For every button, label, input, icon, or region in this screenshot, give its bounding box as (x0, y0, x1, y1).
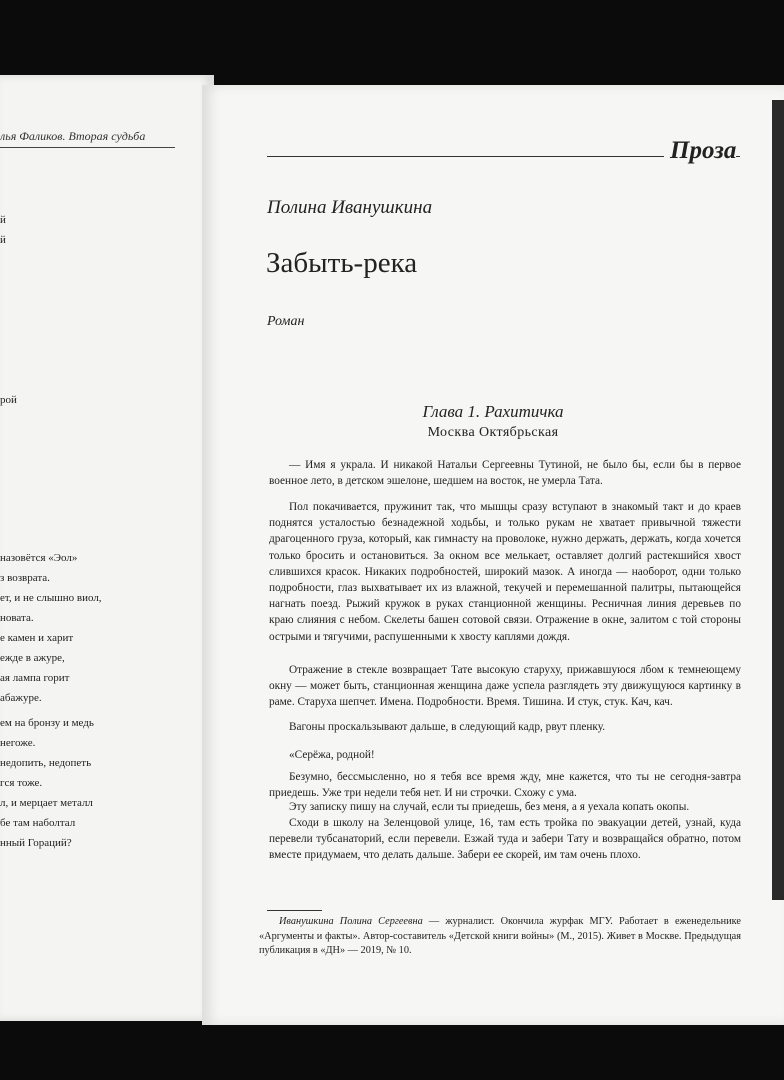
author-name: Полина Иванушкина (267, 197, 433, 218)
poem-line: ая лампа горит (0, 672, 70, 684)
genre-label: Роман (267, 314, 305, 329)
chapter-title: Глава 1. Рахитичка (422, 402, 564, 421)
poem-line: е камен и харит (0, 632, 74, 644)
poem-line: абажуре. (0, 692, 42, 704)
poem-line: бе там наболтал (0, 817, 76, 829)
paragraph: — Имя я украла. И никакой Натальи Сергеевны Тутиной, не было бы, если бы в первое военное лето, в детском эшелоне, шедшем на восток, не умерла Тата. (269, 459, 741, 488)
poem-line: негоже. (0, 737, 36, 749)
left-header-rule (0, 147, 175, 148)
footnote-rule (267, 910, 322, 911)
poem-line: ет, и не слышно виол, (0, 592, 102, 604)
paragraph: Пол покачивается, пружинит так, что мышцы сразу вступают в знакомый такт и до краев поднятся усталостью безнадежной ходьбы, и только рукам не хватает привычной тяжести драгоценного груза, который, как гимнасту на проволоке, нужно держать, держать, когда хочется только бросить и остановиться. За окном все мелькает, оставляет долгий растекшийся хвост слившихся красок. Никаких подробностей, широкий мазок. А иногда — наоборот, одни только подробности, глаз выхватывает их из влажной, текучей и перемешанной палитры, пытающейся нагнать поезд. Рыжий кружок в руках станционной женщины. Ресничная линия деревьев по краю слияния с небом. Скелеты башен сотовой связи. Отражение в окне, залитом с той стороны острыми и тягучими, распушенными к хвосту каплями дождя. (269, 501, 741, 643)
paragraph: Вагоны проскальзывают дальше, в следующий кадр, рвут пленку. (289, 721, 606, 733)
author-footnote (259, 915, 741, 959)
right-page (202, 85, 784, 1025)
poem-line: ежде в ажуре, (0, 652, 65, 664)
poem-line: з возврата. (0, 572, 50, 584)
chapter-subtitle: Москва Октябрьская (427, 425, 559, 440)
poem-line: рой (0, 394, 17, 406)
footnote-text: — журналист. Окончила журфак МГУ. Работает в еженедельнике «Аргументы и факты». Автор-составитель «Детской книги войны» (М., 2015). Живет в Москве. Предыдущая публикация в «ДН» — 2019, № 10. (259, 916, 741, 956)
poem-line: нный Гораций? (0, 837, 72, 849)
left-page (0, 75, 214, 1021)
poem-line: назовётся «Эол» (0, 552, 78, 564)
poem-line: ем на бронзу и медь (0, 717, 94, 729)
paragraph: Эту записку пишу на случай, если ты приедешь, без меня, а я уехала копать окопы. (289, 801, 690, 813)
poem-line: й (0, 214, 6, 226)
paragraph: «Серёжа, родной! (289, 749, 375, 761)
paragraph: Безумно, бессмысленно, но я тебя все время жду, мне кажется, что ты не сегодня-завтра приедешь. Уже три недели тебя нет. И ни строчки. Схожу с ума. (269, 771, 741, 800)
novel-title: Забыть-река (266, 247, 418, 279)
poem-line: й (0, 234, 6, 246)
next-page-edge (772, 100, 784, 900)
paragraph: Сходи в школу на Зеленцовой улице, 16, там есть тройка по эвакуации детей, узнай, куда перевели тубсанаторий, если перевели. Езжай туда и забери Тату и возвращайся обратно, потом вместе придумаем, что делать дальше. Забери ее скорей, им там очень плохо. (269, 817, 741, 862)
poem-line: л, и мерцает металл (0, 797, 93, 809)
poem-line: гся тоже. (0, 777, 43, 789)
poem-line: недопить, недопеть (0, 757, 92, 769)
poem-line: новата. (0, 612, 34, 624)
paragraph: Отражение в стекле возвращает Тате высокую старуху, прижавшуюся лбом к темнеющему окну — может быть, станционная женщина даже успела разглядеть эту движущуюся картинку в раме. Старуха шепчет. Имена. Подробности. Время. Тишина. И стук, стук. Кач, кач. (269, 664, 741, 709)
left-running-header: лья Фаликов. Вторая судьба (0, 129, 146, 143)
section-label: Проза (664, 137, 736, 165)
footnote-author-name: Иванушкина Полина Сергеевна (279, 916, 423, 927)
